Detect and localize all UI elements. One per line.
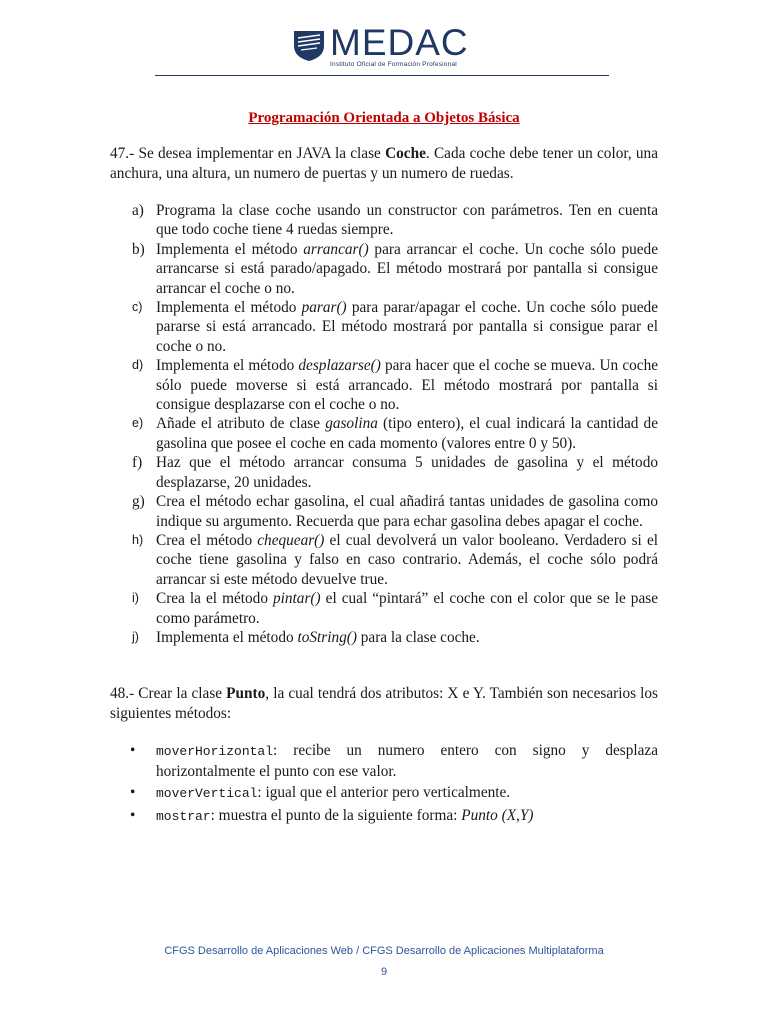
- document-title: Programación Orientada a Objetos Básica: [248, 110, 520, 126]
- item-text: Añade el atributo de clase: [156, 415, 326, 433]
- list-item-text: [156, 531, 658, 589]
- item-method-name: pintar(): [273, 590, 321, 608]
- list-item-label: e): [132, 416, 144, 431]
- item-text: Crea el método: [156, 531, 258, 549]
- intro-text-rest: . Cada coche debe tener un color, una anchura, una altura, un numero de puertas y un numero de ruedas.: [110, 145, 658, 182]
- list-item-text: [156, 201, 658, 240]
- item-text: Implementa el método: [156, 240, 304, 258]
- method-description: : igual que el anterior pero verticalmente.: [257, 784, 511, 801]
- list-item-text: [156, 414, 658, 453]
- list-item: [110, 453, 658, 492]
- item-method-name: gasolina: [325, 415, 378, 433]
- item-text-rest: para arrancar el coche. Un coche sólo puede arrancarse si está parado/apagado. El método mostrará por pantalla si consigue arrancar el coche o no.: [156, 240, 658, 297]
- item-method-name: desplazarse(): [298, 357, 381, 375]
- method-description: : recibe un numero entero con signo y desplaza horizontalmente el punto con ese valor.: [156, 742, 658, 780]
- item-text: Implementa el método: [156, 357, 299, 375]
- class-name-coche: Coche: [385, 145, 426, 162]
- list-item-label: j): [132, 629, 139, 644]
- bullet-icon: •: [130, 742, 136, 759]
- item-text: Implementa el método: [156, 299, 302, 317]
- bullet-text: [156, 741, 658, 781]
- header-divider: [155, 75, 609, 76]
- list-item-text: [156, 628, 658, 647]
- list-item: [110, 201, 658, 240]
- logo-name: MEDAC: [330, 22, 469, 63]
- method-bullet: [110, 741, 658, 781]
- list-item: [110, 492, 658, 531]
- class-name-punto: Punto: [226, 685, 266, 702]
- intro-text: 48.- Crear la clase: [110, 685, 227, 702]
- bullet-text: [156, 783, 658, 804]
- list-item-label: g): [132, 493, 145, 511]
- exercise-47-list: [110, 201, 658, 647]
- list-item: [110, 298, 658, 356]
- list-item-label: h): [132, 532, 144, 547]
- list-item: [110, 628, 658, 647]
- page-header: [0, 0, 768, 80]
- method-name: mostrar: [156, 808, 211, 824]
- list-item-text: [156, 453, 658, 492]
- bullet-text: [156, 806, 658, 827]
- list-item-label: i): [132, 591, 139, 606]
- footer-text: CFGS Desarrollo de Aplicaciones Web / CFGS Desarrollo de Aplicaciones Multiplataforma: [164, 945, 604, 957]
- method-description: : muestra el punto de la siguiente forma:: [210, 806, 462, 824]
- list-item-label: b): [132, 240, 145, 258]
- list-item-label: d): [132, 358, 144, 373]
- item-text-rest: el cual “pintará” el coche con el color que se le pase como parámetro.: [156, 590, 658, 627]
- method-name: moverVertical: [156, 786, 258, 801]
- item-text: Crea la el método: [156, 590, 274, 608]
- list-item: [110, 589, 658, 628]
- item-text-rest: el cual devolverá un valor booleano. Verdadero si el coche tiene gasolina y falso en caso contrario. Además, el coche sólo podrá arrancar si este método devuelve true.: [156, 531, 658, 588]
- list-item: [110, 531, 658, 589]
- bullet-icon: •: [130, 806, 136, 824]
- medac-shield-icon: [292, 28, 326, 62]
- list-item-text: [156, 356, 658, 414]
- method-name: moverHorizontal: [156, 744, 274, 759]
- list-item-text: [156, 240, 658, 298]
- item-text-rest: para hacer que el coche se mueva. Un coche sólo puede moverse si está arrancado. El método mostrará por pantalla si consigue desplazarse con el coche o no.: [156, 357, 659, 414]
- item-text-rest: para parar/apagar el coche. Un coche sólo puede pararse si está arrancado. El método mostrará por pantalla si consigue parar el coche o no.: [156, 299, 658, 355]
- item-method-name: toString(): [297, 628, 357, 646]
- list-item-label: a): [132, 202, 144, 219]
- item-method-name: chequear(): [257, 531, 325, 549]
- page-number: 9: [380, 966, 388, 978]
- medac-logo: [292, 22, 472, 71]
- method-bullet: [110, 806, 658, 827]
- item-text-rest: para la clase coche.: [356, 628, 480, 646]
- logo-tagline: Instituto Oficial de Formación Profesional: [330, 61, 457, 68]
- item-text: Programa la clase coche usando un constructor con parámetros. Ten en cuenta que todo coche tiene 4 ruedas siempre.: [156, 202, 658, 239]
- list-item: [110, 356, 658, 414]
- list-item: [110, 240, 658, 298]
- intro-text: 47.- Se desea implementar en JAVA la clase: [110, 145, 386, 162]
- method-format: Punto (X,Y): [461, 806, 534, 824]
- list-item: [110, 414, 658, 453]
- list-item-label: f): [132, 454, 143, 472]
- item-text: Haz que el método arrancar consuma 5 unidades de gasolina y el método desplazarse, 20 unidades.: [156, 454, 658, 491]
- list-item-text: [156, 298, 658, 356]
- exercise-48-intro: [110, 684, 658, 723]
- item-text: Implementa el método: [156, 628, 298, 646]
- item-method-name: parar(): [301, 299, 347, 317]
- item-text-rest: (tipo entero), el cual indicará la cantidad de gasolina que posee el coche en cada momento (valores entre 0 y 50).: [156, 415, 658, 452]
- list-item-text: [156, 589, 658, 628]
- method-bullet: [110, 783, 658, 804]
- bullet-icon: •: [130, 784, 136, 801]
- list-item-label: c): [132, 300, 143, 315]
- item-text: Crea el método echar gasolina, el cual añadirá tantas unidades de gasolina como indique su argumento. Recuerda que para echar gasolina debes apagar el coche.: [156, 493, 658, 530]
- list-item-text: [156, 492, 658, 531]
- intro-text-rest: , la cual tendrá dos atributos: X e Y. También son necesarios los siguientes métodos:: [110, 685, 658, 722]
- exercise-48-methods: [110, 741, 658, 828]
- item-method-name: arrancar(): [303, 240, 369, 258]
- exercise-47-intro: [110, 144, 658, 183]
